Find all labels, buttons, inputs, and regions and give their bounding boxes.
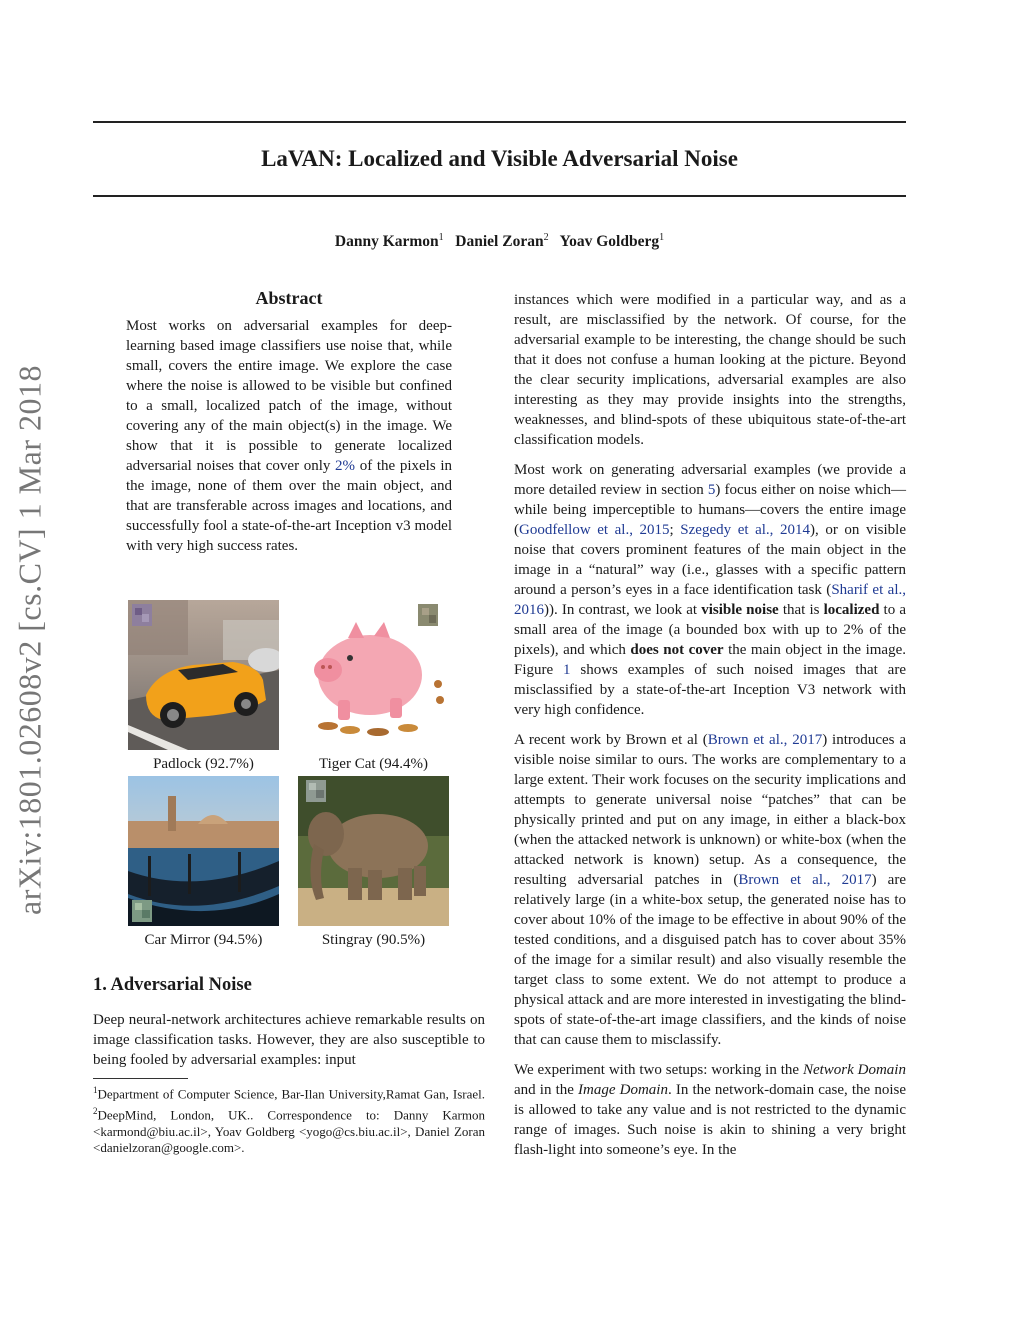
car-image xyxy=(128,600,279,750)
citation-link[interactable]: Szegedy et al., 2014 xyxy=(680,522,811,538)
citation-link[interactable]: Brown et al., 2017 xyxy=(707,732,823,748)
paragraph: instances which were modified in a particular way, and as a result, are misclassified by the network. Of course, for the adversarial example to be interesting, the change should be such that it does not confuse a human looking at the picture. Beyond the clear security implications, adversarial examples are also interesting as they may provide insights into the strengths, weaknesses, and blind-spots of these ubiquitous state-of-the-art classification models. xyxy=(514,292,906,448)
right-column xyxy=(514,290,906,1170)
abstract-percent: 2% xyxy=(335,458,356,474)
elephant-image xyxy=(298,776,449,926)
citation-link[interactable]: Goodfellow et al., 2015 xyxy=(519,522,670,538)
abstract-heading: Abstract xyxy=(255,288,323,308)
caption-car-mirror: Car Mirror (94.5%) xyxy=(144,932,263,948)
author-name: Danny Karmon xyxy=(334,233,439,251)
citation-link[interactable]: Sharif et al., 2016 xyxy=(514,582,906,618)
paragraph: We experiment with two setups: working in the Network Domain and in the Image Domain. In the network-domain case, the noise is allowed to take any value and is not restricted to the dynamic range of images. Such noise is akin to shining a very bright flash-light into someone’s eye. In the xyxy=(514,1062,906,1158)
section-heading: 1. Adversarial Noise xyxy=(93,975,252,995)
title-top-rule xyxy=(93,121,906,123)
caption-stingray: Stingray (90.5%) xyxy=(321,932,426,948)
caption-padlock: Padlock (92.7%) xyxy=(153,756,254,772)
footnote: $^1$Department of Computer Science, Bar-Ilan University,Ramat Gan, Israel. $^2$DeepMind, London, UK.. Correspondence to: Danny Karmon <karmond@biu.ac.il>, Yoav Goldberg <yogo@cs.biu.ac.il>, Daniel Zoran <danielzoran@google.com>. xyxy=(93,1085,485,1156)
section-body: Deep neural-network architectures achieve remarkable results on image classification tasks. However, they are also susceptible to being fooled by adversarial examples: input xyxy=(93,1012,485,1068)
author-affiliation: 1 xyxy=(438,232,444,243)
abstract-body: Most works on adversarial examples for deep-learning based image classifiers use noise that, while small, covers the entire image. We explore the case where the noise is allowed to be visible but confined to a small, localized patch of the image, without covering any of the main object(s) in the image. We show that it is possible to generate localized adversarial noises that cover only 2% of the pixels in the image, none of them over the main object, and that are transferable across images and locations, and successfully fool a state-of-the-art Inception v3 model with very high success rates. xyxy=(126,318,452,554)
arxiv-identifier: arXiv:1801.02608v2 [cs.CV] 1 Mar 2018 xyxy=(11,365,48,915)
author-name: Daniel Zoran xyxy=(455,233,544,251)
figure-link[interactable]: 1 xyxy=(563,662,571,678)
title-bottom-rule xyxy=(93,195,906,197)
author-affiliation: 1 xyxy=(659,232,665,243)
author-list xyxy=(93,232,906,251)
citation-link[interactable]: Brown et al., 2017 xyxy=(738,872,872,888)
caption-tiger-cat: Tiger Cat (94.4%) xyxy=(318,756,429,772)
paragraph: Most work on generating adversarial examples (we provide a more detailed review in section 5) focus either on noise which—while being imperceptible to humans—covers the entire image (Goodfellow et al., 2015; Szegedy et al., 2014), or on visible noise that covers prominent features of the main object in the image in a “natural” way (i.e., glasses with a specific pattern around a person’s eyes in a face identification task (Sharif et al., 2016)). In contrast, we look at visible noise that is localized to a small area of the image (a bounded box with up to 2% of the pixels), and which does not cover the main object in the image. Figure 1 shows examples of such noised images that are misclassified by a state-of-the-art Inception V3 network with very high confidence. xyxy=(514,462,907,718)
paper-title: LaVAN: Localized and Visible Adversarial Noise xyxy=(261,146,738,171)
section-link[interactable]: 5 xyxy=(707,482,716,498)
author-name: Yoav Goldberg xyxy=(559,233,660,251)
footnote-rule xyxy=(93,1078,188,1079)
gondola-image xyxy=(128,776,279,926)
author-affiliation: 2 xyxy=(543,232,549,243)
paragraph: A recent work by Brown et al (Brown et al., 2017) introduces a visible noise similar to ours. The works are complementary to a large extent. Their work focuses on the security implications and attempts to generate universal noise “patches” that can be physically printed and put on any image, in either a black-box (when the attacked network is unknown) or white-box (when the attacked network is known) setup. As a consequence, the resulting adversarial patches in (Brown et al., 2017) are relatively large (in a white-box setup, the generated noise has to cover about 10% of the image to be effective in about 90% of the tested conditions, and a disguised patch has to cover about 35% of the image for a similar result) and also visually resemble the target class to some extent. We do not attempt to produce a physical attack and are more interested in investigating the blind-spots of state-of-the-art image classifiers, and the kinds of noise that can cause them to misclassify. xyxy=(514,732,906,1048)
figure-1 xyxy=(126,598,451,948)
piggy-bank-image xyxy=(298,600,449,750)
